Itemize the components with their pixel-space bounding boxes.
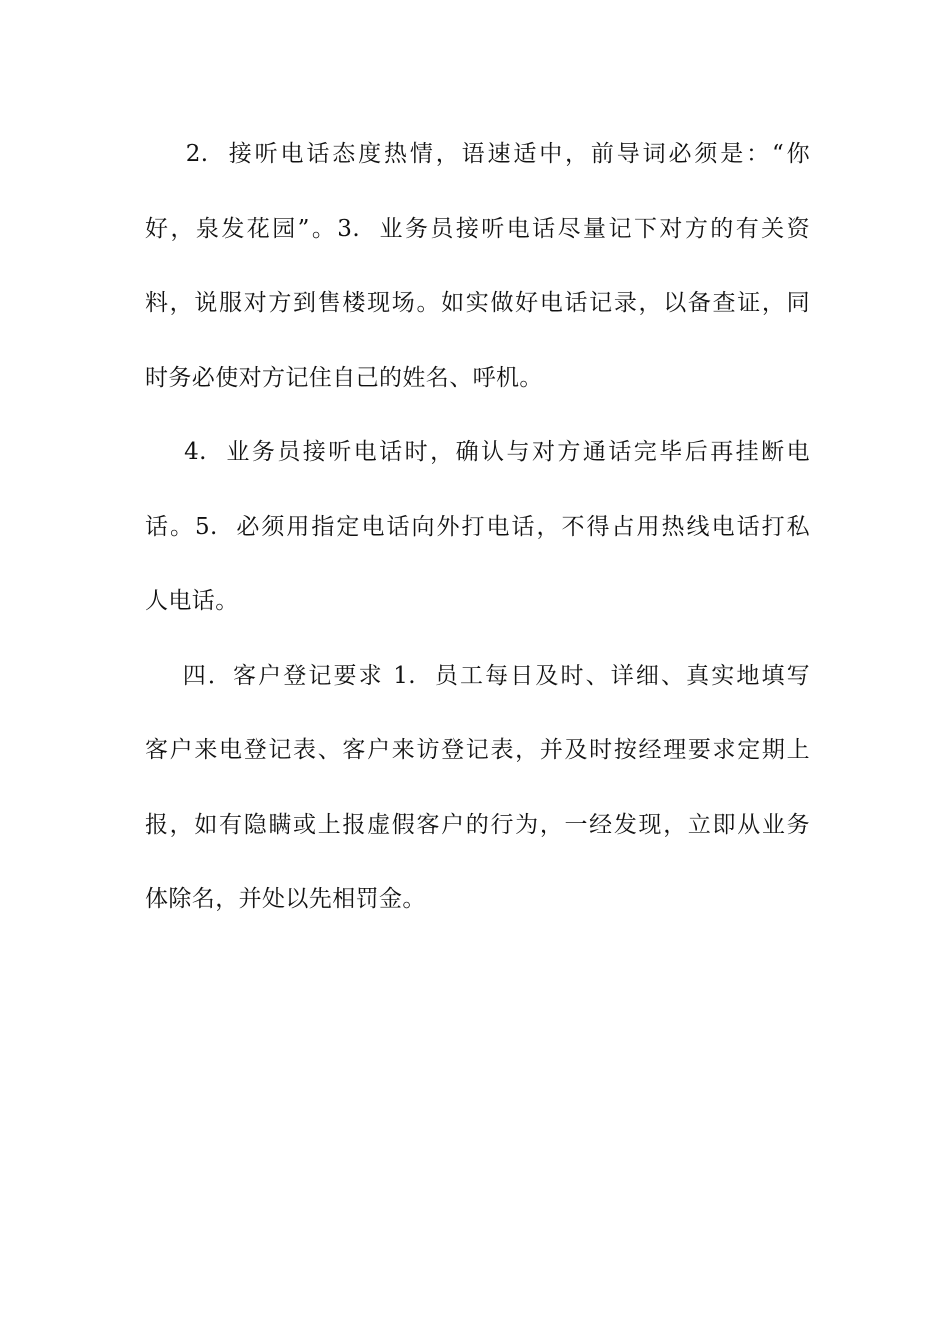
body-text: [145, 131, 810, 951]
text-line: 四．客户登记要求 1. 员工每日及时、详细、真实地填写: [145, 662, 810, 689]
text-line: 好，泉发花园”。3. 业务员接听电话尽量记下对方的有关资: [145, 215, 810, 242]
text-line: 报，如有隐瞒或上报虚假客户的行为，一经发现，立即从业务: [145, 811, 810, 838]
text-line: 料，说服对方到售楼现场。如实做好电话记录，以备查证，同: [145, 290, 810, 316]
text-line: 人电话。: [145, 588, 239, 614]
text-line: 4. 业务员接听电话时，确认与对方通话完毕后再挂断电: [145, 439, 810, 465]
text-line: 客户来电登记表、客户来访登记表，并及时按经理要求定期上: [145, 737, 810, 763]
text-line: 话。5. 必须用指定电话向外打电话，不得占用热线电话打私: [145, 513, 810, 540]
text-line: 时务必使对方记住自己的姓名、呼机。: [145, 364, 543, 391]
text-line: 体除名，并处以先相罚金。: [145, 886, 426, 912]
text-line: 2. 接听电话态度热情，语速适中，前导词必须是：“你: [145, 141, 810, 167]
